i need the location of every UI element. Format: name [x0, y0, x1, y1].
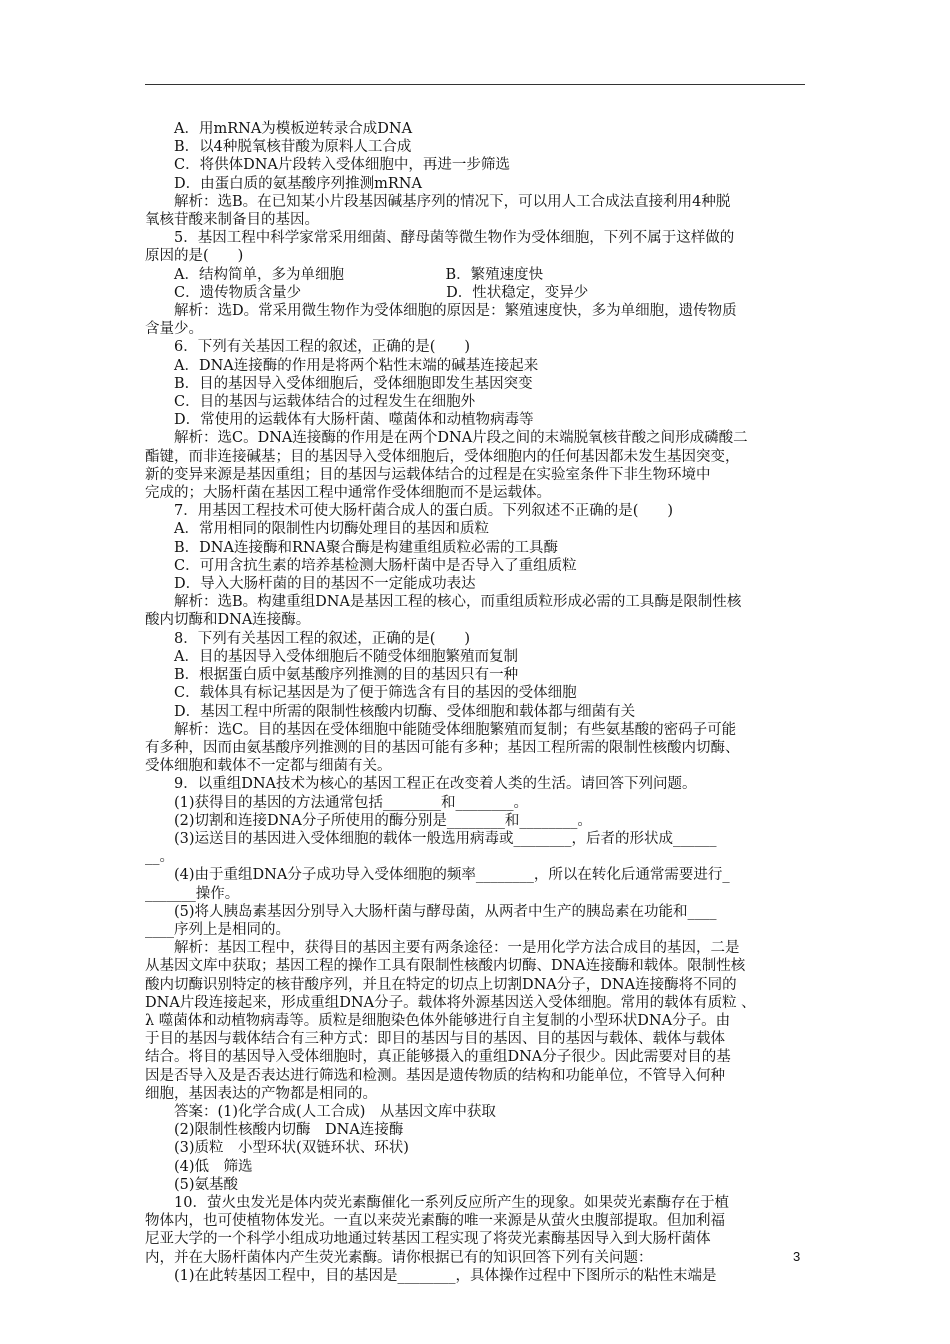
text-line: C．遗传物质含量少 D．性状稳定，变异少: [145, 284, 589, 301]
text-line: D．导入大肠杆菌的目的基因不一定能成功表达: [145, 576, 476, 593]
text-line: DNA片段连接起来，形成重组DNA分子。载体将外源基因送入受体细胞。常用的载体有质粒 、: [145, 994, 756, 1011]
text-line: 受体细胞和载体不一定都与细菌有关。: [145, 758, 392, 775]
text-line: B．以4种脱氧核苷酸为原料人工合成: [145, 139, 412, 156]
text-line: 解析：选C。目的基因在受体细胞中能随受体细胞繁殖而复制；有些氨基酸的密码子可能: [145, 721, 737, 738]
text-line: 解析：选B。构建重组DNA是基因工程的核心，而重组质粒形成必需的工具酶是限制性核: [145, 594, 742, 611]
text-line: D．由蛋白质的氨基酸序列推测mRNA: [145, 175, 422, 192]
text-line: 原因的是( ): [145, 248, 244, 265]
text-line: (2)切割和连接DNA分子所使用的酶分别是________和________。: [145, 812, 592, 829]
text-line: (2)限制性核酸内切酶 DNA连接酶: [145, 1122, 404, 1139]
text-line: (3)质粒 小型环状(双链环状、环状): [145, 1140, 409, 1157]
text-line: A．用mRNA为模板逆转录合成DNA: [145, 121, 413, 137]
text-line: 8．下列有关基因工程的叙述，正确的是( ): [145, 630, 471, 647]
text-line: 酸内切酶识别特定的核苷酸序列，并且在特定的切点上切割DNA分子，DNA连接酶将不同的: [145, 976, 737, 993]
text-line: 10．萤火虫发光是体内荧光素酶催化一系列反应所产生的现象。如果荧光素酶存在于植: [145, 1194, 729, 1211]
page-number: 3: [793, 1249, 801, 1264]
text-line: 5．基因工程中科学家常采用细菌、酵母菌等微生物作为受体细胞，下列不属于这样做的: [145, 230, 735, 247]
text-line: 解析：基因工程中，获得目的基因主要有两条途径：一是用化学方法合成目的基因，二是: [145, 940, 740, 957]
text-line: 酸内切酶和DNA连接酶。: [145, 612, 311, 629]
text-line: 9．以重组DNA技术为核心的基因工程正在改变着人类的生活。请回答下列问题。: [145, 776, 697, 793]
text-line: (4)低 筛选: [145, 1158, 253, 1175]
text-line: 解析：选B。在已知某小片段基因碱基序列的情况下，可以用人工合成法直接利用4种脱: [145, 193, 731, 210]
text-line: (3)运送目的基因进入受体细胞的载体一般选用病毒或________，后者的形状成______: [145, 830, 717, 847]
text-line: (4)由于重组DNA分子成功导入受体细胞的频率________，所以在转化后通常需要进行_: [145, 867, 730, 884]
text-line: _______操作。: [145, 885, 240, 902]
text-line: C．目的基因与运载体结合的过程发生在细胞外: [145, 394, 476, 411]
text-line: ____序列上是相同的。: [145, 921, 290, 938]
text-line: 含量少。: [145, 321, 203, 338]
text-line: (5)将人胰岛素基因分别导入大肠杆菌与酵母菌，从两者中生产的胰岛素在功能和____: [145, 903, 717, 920]
text-line: (5)氨基酸: [145, 1176, 239, 1193]
text-line: 尼亚大学的一个科学小组成功地通过转基因工程实现了将荧光素酶基因导入到大肠杆菌体: [145, 1231, 711, 1248]
text-line: 6．下列有关基因工程的叙述，正确的是( ): [145, 339, 471, 356]
text-line: 有多种，因而由氨基酸序列推测的目的基因可能有多种；基因工程所需的限制性核酸内切酶、: [145, 739, 740, 756]
text-line: 酯键，而非连接碱基；目的基因导入受体细胞后，受体细胞内的任何基因都未发生基因突变，: [145, 448, 740, 465]
text-line: A．DNA连接酶的作用是将两个粘性末端的碱基连接起来: [145, 357, 539, 374]
header-rule: [145, 84, 805, 85]
text-line: 于目的基因与载体结合有三种方式：即目的基因与目的基因、目的基因与载体、载体与载体: [145, 1031, 725, 1048]
text-line: 物体内，也可使植物体发光。一直以来荧光素酶的唯一来源是从萤火虫腹部提取。但加利福: [145, 1213, 725, 1230]
text-line: A．常用相同的限制性内切酶处理目的基因和质粒: [145, 521, 489, 538]
text-line: A．目的基因导入受体细胞后不随受体细胞繁殖而复制: [145, 648, 518, 665]
text-line: 新的变异来源是基因重组；目的基因与运载体结合的过程是在实验室条件下非生物环境中: [145, 466, 711, 483]
text-line: __。: [145, 849, 174, 866]
text-line: B．DNA连接酶和RNA聚合酶是构建重组质粒必需的工具酶: [145, 539, 559, 556]
text-line: C．载体具有标记基因是为了便于筛选含有目的基因的受体细胞: [145, 685, 577, 702]
document-body: [145, 120, 807, 1285]
text-line: 因是否导入及是否表达进行筛选和检测。基因是遗传物质的结构和功能单位，不管导入何种: [145, 1067, 725, 1084]
text-line: 细胞，基因表达的产物都是相同的。: [145, 1085, 377, 1102]
text-line: C．将供体DNA片段转入受体细胞中，再进一步筛选: [145, 157, 510, 174]
text-line: 内，并在大肠杆菌体内产生荧光素酶。请你根据已有的知识回答下列有关问题：: [145, 1249, 653, 1266]
text-line: 从基因文库中获取；基因工程的操作工具有限制性核酸内切酶、DNA连接酶和载体。限制性核: [145, 958, 746, 975]
text-line: 完成的；大肠杆菌在基因工程中通常作受体细胞而不是运载体。: [145, 485, 551, 502]
text-line: C．可用含抗生素的培养基检测大肠杆菌中是否导入了重组质粒: [145, 557, 577, 574]
text-line: 结合。将目的基因导入受体细胞时，真正能够摄入的重组DNA分子很少。因此需要对目的基: [145, 1049, 731, 1066]
text-line: (1)在此转基因工程中，目的基因是________，具体操作过程中下图所示的粘性末端是: [145, 1267, 717, 1284]
text-line: B．目的基因导入受体细胞后，受体细胞即发生基因突变: [145, 375, 533, 392]
text-line: 解析：选C。DNA连接酶的作用是在两个DNA片段之间的末端脱氧核苷酸之间形成磷酸二: [145, 430, 748, 447]
text-line: (1)获得目的基因的方法通常包括________和________。: [145, 794, 529, 811]
text-line: D．基因工程中所需的限制性核酸内切酶、受体细胞和载体都与细菌有关: [145, 703, 636, 720]
text-line: 7．用基因工程技术可使大肠杆菌合成人的蛋白质。下列叙述不正确的是( ): [145, 503, 674, 520]
text-line: B．根据蛋白质中氨基酸序列推测的目的基因只有一种: [145, 667, 519, 684]
text-line: λ 噬菌体和动植物病毒等。质粒是细胞染色体外能够进行自主复制的小型环状DNA分子。由: [145, 1012, 731, 1029]
text-line: 氧核苷酸来制备目的基因。: [145, 212, 319, 229]
text-line: 解析：选D。常采用微生物作为受体细胞的原因是：繁殖速度快，多为单细胞，遗传物质: [145, 303, 737, 320]
text-line: 答案：(1)化学合成(人工合成) 从基因文库中获取: [145, 1103, 496, 1120]
text-line: D．常使用的运载体有大肠杆菌、噬菌体和动植物病毒等: [145, 412, 534, 429]
text-line: A．结构简单，多为单细胞 B．繁殖速度快: [145, 266, 544, 283]
